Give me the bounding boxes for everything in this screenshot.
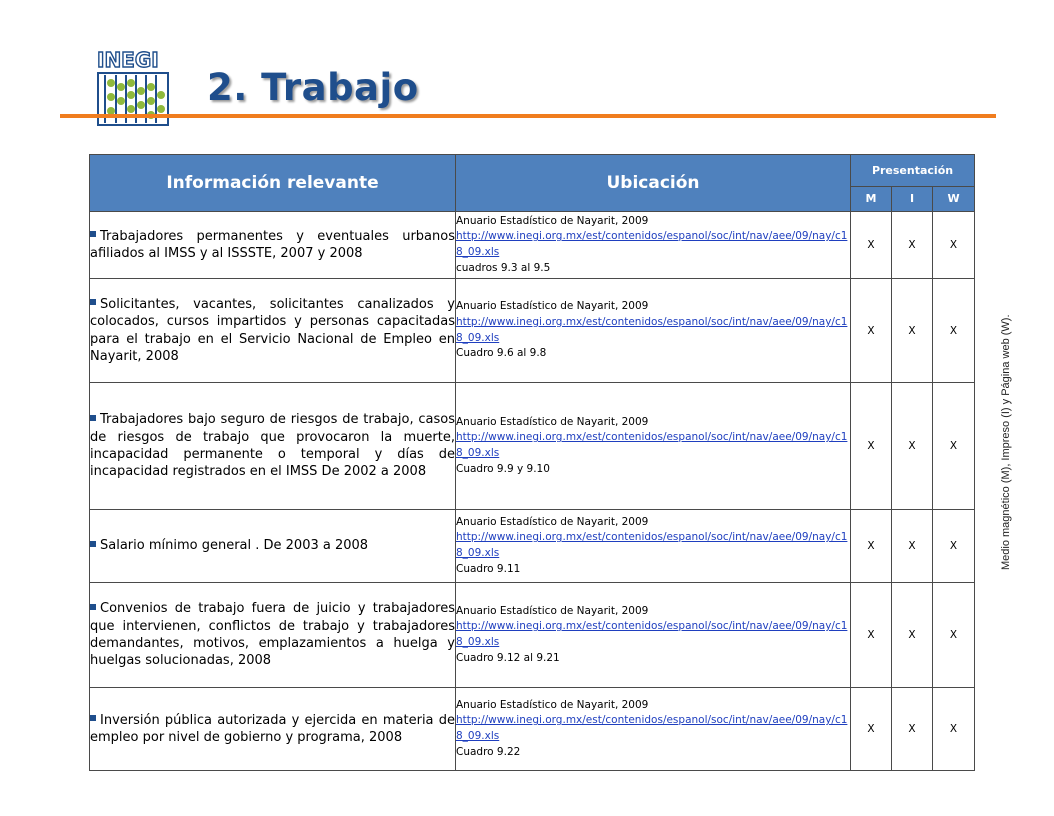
cuadro-text: Cuadro 9.11: [456, 562, 521, 575]
mark-i: X: [892, 510, 933, 583]
bullet-icon: [90, 541, 96, 547]
ubicacion-cell: [456, 212, 851, 279]
bullet-icon: [90, 715, 96, 721]
source-text: Anuario Estadístico de Nayarit, 2009: [456, 515, 649, 528]
source-link[interactable]: http://www.inegi.org.mx/est/contenidos/espanol/soc/int/nav/aee/09/nay/c18_09.xls: [456, 620, 848, 648]
header-m: M: [851, 186, 892, 211]
mark-w: X: [933, 279, 975, 383]
bullet-icon: [90, 415, 96, 421]
source-link[interactable]: http://www.inegi.org.mx/est/contenidos/espanol/soc/int/nav/aee/09/nay/c18_09.xls: [456, 315, 848, 344]
info-text: Trabajadores permanentes y eventuales urbanos afiliados al IMSS y al ISSSTE, 2007 y 2008: [90, 228, 455, 261]
mark-i: X: [892, 383, 933, 510]
bullet-icon: [90, 231, 96, 237]
cuadro-text: Cuadro 9.22: [456, 745, 521, 758]
mark-i: X: [892, 279, 933, 383]
mark-i: X: [892, 212, 933, 279]
header-w: W: [933, 186, 975, 211]
ubicacion-cell: [456, 279, 851, 383]
header-presentacion: Presentación: [851, 155, 975, 187]
mark-w: X: [933, 688, 975, 771]
info-cell: [90, 383, 456, 510]
mark-i: X: [892, 583, 933, 688]
ubicacion-cell: [456, 383, 851, 510]
bullet-icon: [90, 604, 96, 610]
mark-i: X: [892, 688, 933, 771]
cuadro-text: cuadros 9.3 al 9.5: [456, 261, 551, 274]
info-cell: [90, 279, 456, 383]
source-text: Anuario Estadístico de Nayarit, 2009: [456, 214, 649, 227]
ubicacion-cell: [456, 583, 851, 688]
source-link[interactable]: http://www.inegi.org.mx/est/contenidos/espanol/soc/int/nav/aee/09/nay/c18_09.xls: [456, 531, 848, 559]
table-row: [90, 688, 975, 771]
mark-m: X: [851, 383, 892, 510]
source-link[interactable]: http://www.inegi.org.mx/est/contenidos/espanol/soc/int/nav/aee/09/nay/c18_09.xls: [456, 230, 848, 258]
info-text: Solicitantes, vacantes, solicitantes canalizados y colocados, cursos impartidos y personas capacitadas para el trabajo en el Servicio Nacional de Empleo en Nayarit, 2008: [90, 296, 455, 364]
header-ubicacion: Ubicación: [456, 155, 851, 212]
table-row: [90, 212, 975, 279]
cuadro-text: Cuadro 9.6 al 9.8: [456, 347, 547, 360]
title-underline: [60, 114, 996, 118]
bullet-icon: [90, 299, 96, 305]
ubicacion-cell: [456, 688, 851, 771]
mark-m: X: [851, 688, 892, 771]
source-link[interactable]: http://www.inegi.org.mx/est/contenidos/espanol/soc/int/nav/aee/09/nay/c18_09.xls: [456, 431, 848, 459]
header-informacion: Información relevante: [90, 155, 456, 212]
info-cell: [90, 212, 456, 279]
mark-w: X: [933, 510, 975, 583]
page-title: 2. Trabajo: [207, 66, 419, 109]
header-i: I: [892, 186, 933, 211]
info-text: Salario mínimo general . De 2003 a 2008: [100, 538, 369, 554]
table-row: [90, 583, 975, 688]
source-text: Anuario Estadístico de Nayarit, 2009: [456, 300, 649, 313]
source-text: Anuario Estadístico de Nayarit, 2009: [456, 415, 649, 428]
mark-w: X: [933, 212, 975, 279]
cuadro-text: Cuadro 9.9 y 9.10: [456, 462, 550, 475]
info-table: [89, 154, 975, 771]
source-link[interactable]: http://www.inegi.org.mx/est/contenidos/espanol/soc/int/nav/aee/09/nay/c18_09.xls: [456, 714, 848, 742]
info-cell: [90, 583, 456, 688]
mark-m: X: [851, 279, 892, 383]
info-text: Convenios de trabajo fuera de juicio y trabajadores que intervienen, conflictos de trabajo y trabajadores demandantes, motivos, emplazamientos a huelga y huelgas solucionadas, 2008: [90, 601, 455, 669]
mark-w: X: [933, 583, 975, 688]
table-row: [90, 279, 975, 383]
source-text: Anuario Estadístico de Nayarit, 2009: [456, 698, 649, 711]
inegi-logo-text: INEGI: [97, 48, 159, 72]
info-cell: [90, 688, 456, 771]
mark-m: X: [851, 510, 892, 583]
info-text: Inversión pública autorizada y ejercida en materia de empleo por nivel de gobierno y programa, 2008: [90, 712, 455, 745]
ubicacion-cell: [456, 510, 851, 583]
table-row: [90, 383, 975, 510]
presentation-legend-note: Medio magnético (M), Impreso (I) y Página web (W).: [1000, 314, 1012, 570]
cuadro-text: Cuadro 9.12 al 9.21: [456, 651, 560, 664]
mark-w: X: [933, 383, 975, 510]
source-text: Anuario Estadístico de Nayarit, 2009: [456, 604, 649, 617]
info-text: Trabajadores bajo seguro de riesgos de trabajo, casos de riesgos de trabajo que provocaron la muerte, incapacidad permanente o temporal y días de incapacidad registrados en el IMSS De 2002 a 2008: [90, 412, 455, 480]
mark-m: X: [851, 212, 892, 279]
mark-m: X: [851, 583, 892, 688]
info-cell: [90, 510, 456, 583]
table-row: [90, 510, 975, 583]
